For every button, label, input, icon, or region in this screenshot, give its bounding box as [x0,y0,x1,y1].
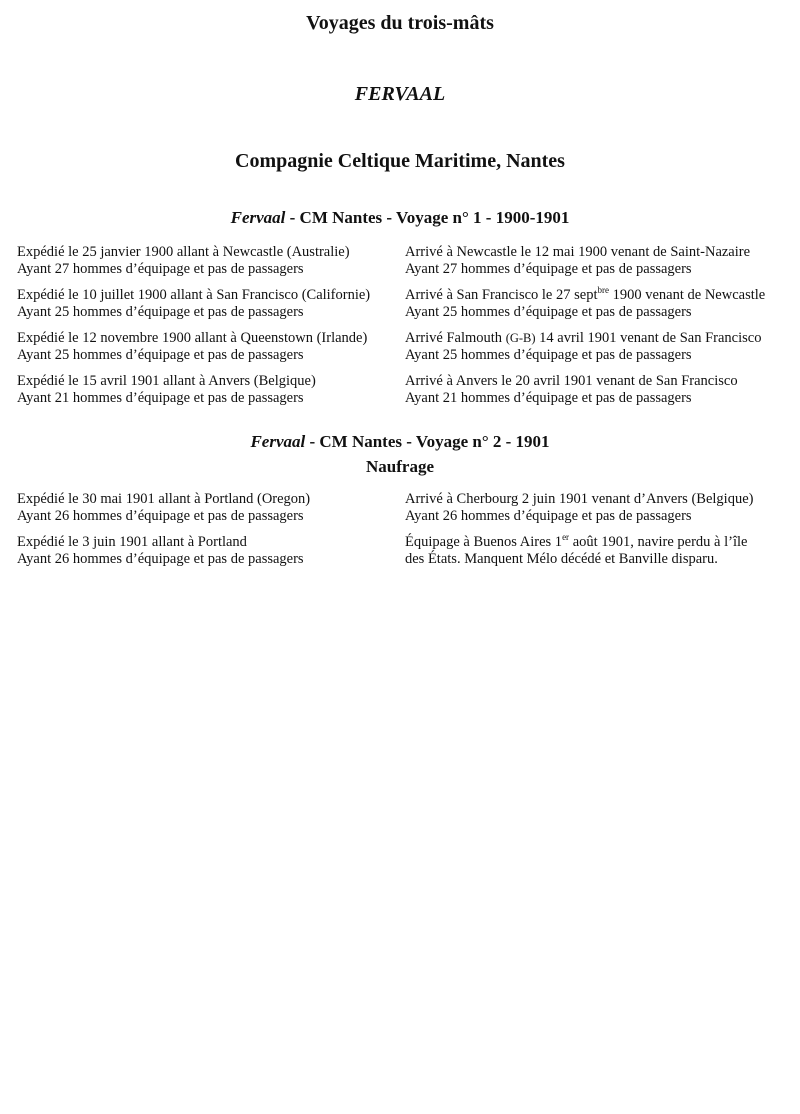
voyage-2-ship: Fervaal [250,432,306,451]
voyage-2-departure-1: Expédié le 30 mai 1901 allant à Portland (Oregon) Ayant 26 hommes d’équipage et pas de passagers [17,491,311,524]
voyage-2-subtitle: Naufrage [366,457,434,476]
voyage-1-heading [0,208,800,228]
voyage-1-departure-3: Expédié le 12 novembre 1900 allant à Queenstown (Irlande) Ayant 25 hommes d’équipage et pas de passagers [17,330,368,363]
company-heading: Compagnie Celtique Maritime, Nantes [235,150,565,172]
voyage-1-details: - CM Nantes - Voyage n° 1 - 1900-1901 [285,208,570,227]
voyage-2-heading [0,432,800,452]
voyage-2-details: - CM Nantes - Voyage n° 2 - 1901 [305,432,550,451]
voyage-1-departure-2: Expédié le 10 juillet 1900 allant à San Francisco (Californie) Ayant 25 hommes d’équipage et pas de passagers [17,287,371,320]
voyage-1-arrival-2: Arrivé à San Francisco le 27 sept$^{bre}$ 1900 venant de Newcastle Ayant 25 hommes d’équipage et pas de passagers [405,285,766,320]
voyage-1-arrival-1: Arrivé à Newcastle le 12 mai 1900 venant de Saint-Nazaire Ayant 27 hommes d’équipage et pas de passagers [405,244,751,277]
voyage-2-departure-2: Expédié le 3 juin 1901 allant à Portland Ayant 26 hommes d’équipage et pas de passagers [17,534,304,567]
voyage-1-departure-4: Expédié le 15 avril 1901 allant à Anvers (Belgique) Ayant 21 hommes d’équipage et pas de passagers [17,373,316,406]
document-title: Voyages du trois-mâts [306,12,494,34]
voyage-1-departure-1: Expédié le 25 janvier 1900 allant à Newcastle (Australie) Ayant 27 hommes d’équipage et pas de passagers [17,244,350,277]
voyage-1-arrival-4: Arrivé à Anvers le 20 avril 1901 venant de San Francisco Ayant 21 hommes d’équipage et pas de passagers [405,373,738,406]
ship-name-heading: FERVAAL [354,83,446,105]
voyage-2-arrival-2: Équipage à Buenos Aires 1er août 1901, navire perdu à l’île des États. Manquent Mélo décédé et Banville disparu. [405,532,748,567]
voyage-1-ship: Fervaal [230,208,286,227]
voyage-1-arrival-3: Arrivé Falmouth (G-B) 14 avril 1901 venant de San Francisco Ayant 25 hommes d’équipage et pas de passagers [405,330,762,363]
voyage-2-arrival-1: Arrivé à Cherbourg 2 juin 1901 venant d’Anvers (Belgique) Ayant 26 hommes d’équipage et pas de passagers [405,491,754,524]
